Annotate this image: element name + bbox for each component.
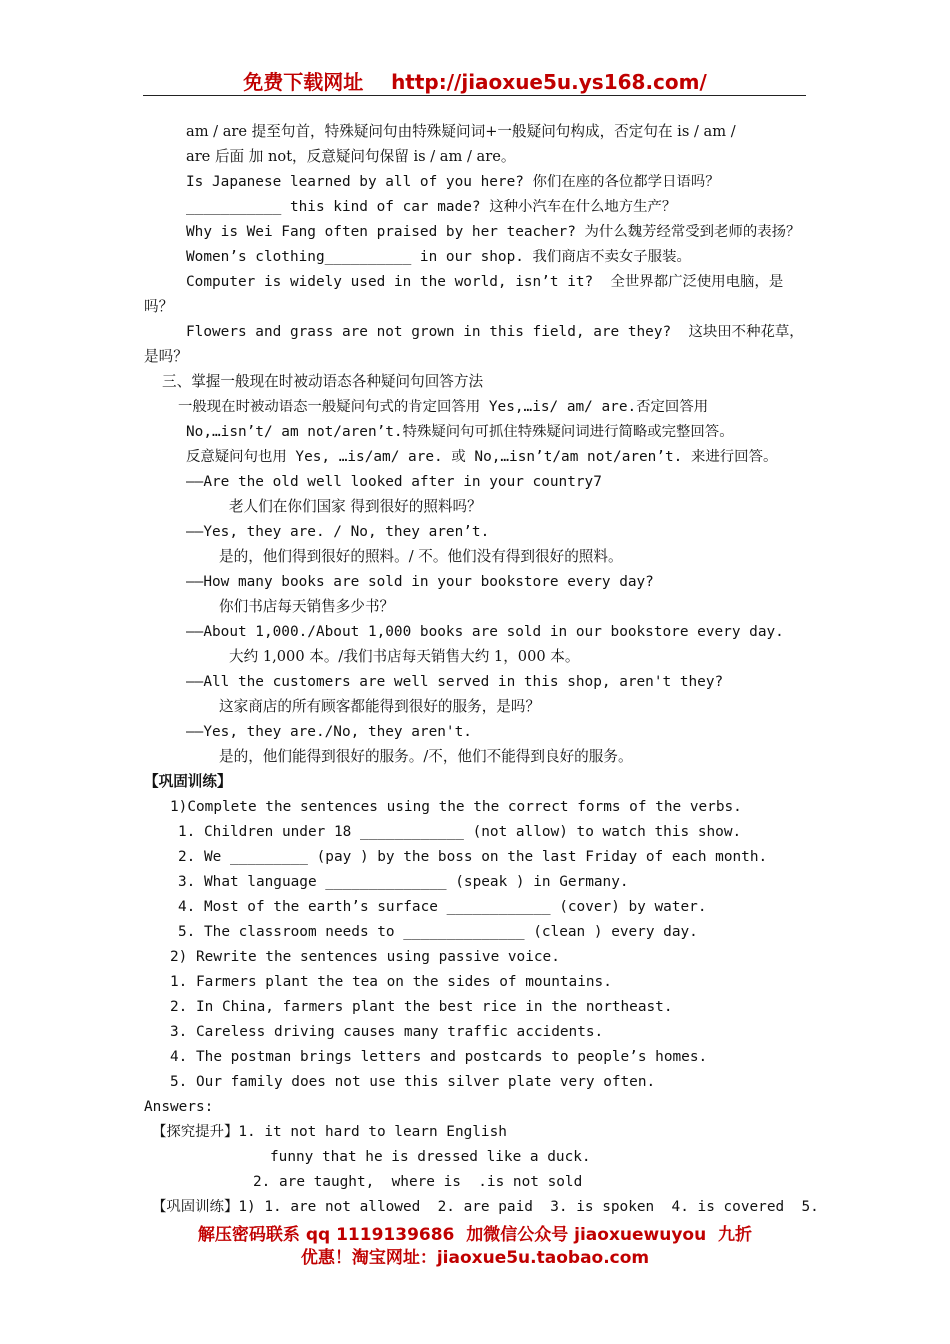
exercise-item: 3. What language ______________ (speak ) in Germany. <box>178 874 629 890</box>
dialogue-line: ——All the customers are well served in this shop, aren't they? <box>186 674 724 690</box>
translation-line: 大约 1,000 本。/我们书店每天销售大约 1，000 本。 <box>229 648 580 665</box>
text-line: Why is Wei Fang often praised by her teacher? 为什么魏芳经常受到老师的表扬？ <box>186 224 801 240</box>
text-line: 吗？ <box>144 298 174 315</box>
translation-line: 这家商店的所有顾客都能得到很好的服务，是吗？ <box>219 698 541 715</box>
translation-line: 是的，他们能得到很好的服务。/不，他们不能得到良好的服务。 <box>219 748 633 765</box>
answer-line: 【探究提升】1. it not hard to learn English <box>152 1124 507 1140</box>
exercise-item: 4. Most of the earth’s surface ____________ (cover) by water. <box>178 899 707 915</box>
answer-line: funny that he is dressed like a duck. <box>270 1149 591 1165</box>
exercise-item: 5. The classroom needs to ______________ (clean ) every day. <box>178 924 698 940</box>
site-header <box>0 66 950 95</box>
text-line: am / are 提至句首，特殊疑问句由特殊疑问词+一般疑问句构成，否定句在 is / am / <box>186 123 736 140</box>
text-line: 一般现在时被动语态一般疑问句式的肯定回答用 Yes,…is/ am/ are.否定回答用 <box>178 399 709 415</box>
dialogue-line: ——Yes, they are./No, they aren't. <box>186 724 472 740</box>
text-line: ___________ this kind of car made? 这种小汽车在什么地方生产？ <box>186 199 677 215</box>
header-label: 免费下载网址 <box>243 70 364 94</box>
section-heading: 三、掌握一般现在时被动语态各种疑问句回答方法 <box>162 373 484 390</box>
header-url-link[interactable]: http://jiaoxue5u.ys168.com/ <box>391 70 707 94</box>
exercise-item: 3. Careless driving causes many traffic accidents. <box>170 1024 604 1040</box>
header-rule <box>143 95 806 96</box>
exercise-instruction: 1)Complete the sentences using the the correct forms of the verbs. <box>170 799 742 815</box>
text-line: No,…isn’t/ am not/aren’t.特殊疑问句可抓住特殊疑问词进行简略或完整回答。 <box>186 424 734 440</box>
exercise-item: 2. We _________ (pay ) by the boss on the last Friday of each month. <box>178 849 768 865</box>
exercise-item: 1. Farmers plant the tea on the sides of mountains. <box>170 974 612 990</box>
text-line: 是吗？ <box>144 348 188 365</box>
text-line: Flowers and grass are not grown in this field, are they? 这块田不种花草， <box>186 324 804 340</box>
dialogue-line: ——Are the old well looked after in your country7 <box>186 474 602 490</box>
exercise-item: 1. Children under 18 ____________ (not allow) to watch this show. <box>178 824 742 840</box>
text-line: Is Japanese learned by all of you here? 你们在座的各位都学日语吗？ <box>186 174 720 190</box>
exercise-item: 5. Our family does not use this silver plate very often. <box>170 1074 656 1090</box>
answer-line: 【巩固训练】1) 1. are not allowed 2. are paid 3. is spoken 4. is covered 5. <box>152 1199 819 1215</box>
translation-line: 是的，他们得到很好的照料。/ 不。他们没有得到很好的照料。 <box>219 548 623 565</box>
text-line: Women’s clothing__________ in our shop. 我们商店不卖女子服装。 <box>186 249 691 265</box>
exercise-instruction: 2) Rewrite the sentences using passive voice. <box>170 949 560 965</box>
translation-line: 老人们在你们国家 得到很好的照料吗？ <box>229 498 482 515</box>
exercise-item: 2. In China, farmers plant the best rice in the northeast. <box>170 999 673 1015</box>
dialogue-line: ——How many books are sold in your bookstore every day? <box>186 574 654 590</box>
text-line: are 后面 加 not，反意疑问句保留 is / am / are。 <box>186 148 516 165</box>
footer-line-1: 解压密码联系 qq 1119139686 加微信公众号 jiaoxuewuyou 九折 <box>197 1225 753 1245</box>
answer-line: 2. are taught, where is .is not sold <box>253 1174 583 1190</box>
dialogue-line: ——Yes, they are. / No, they aren’t. <box>186 524 490 540</box>
text-line: Computer is widely used in the world, isn’t it? 全世界都广泛使用电脑，是 <box>186 274 784 290</box>
text-line: 反意疑问句也用 Yes, …is/am/ are. 或 No,…isn’t/am not/aren’t. 来进行回答。 <box>186 449 778 465</box>
section-heading: 【巩固训练】 <box>144 773 232 790</box>
translation-line: 你们书店每天销售多少书？ <box>219 598 395 615</box>
answers-heading: Answers: <box>144 1099 214 1115</box>
exercise-item: 4. The postman brings letters and postcards to people’s homes. <box>170 1049 708 1065</box>
dialogue-line: ——About 1,000./About 1,000 books are sold in our bookstore every day. <box>186 624 784 640</box>
footer-line-2: 优惠！淘宝网址：jiaoxue5u.taobao.com <box>300 1248 650 1268</box>
